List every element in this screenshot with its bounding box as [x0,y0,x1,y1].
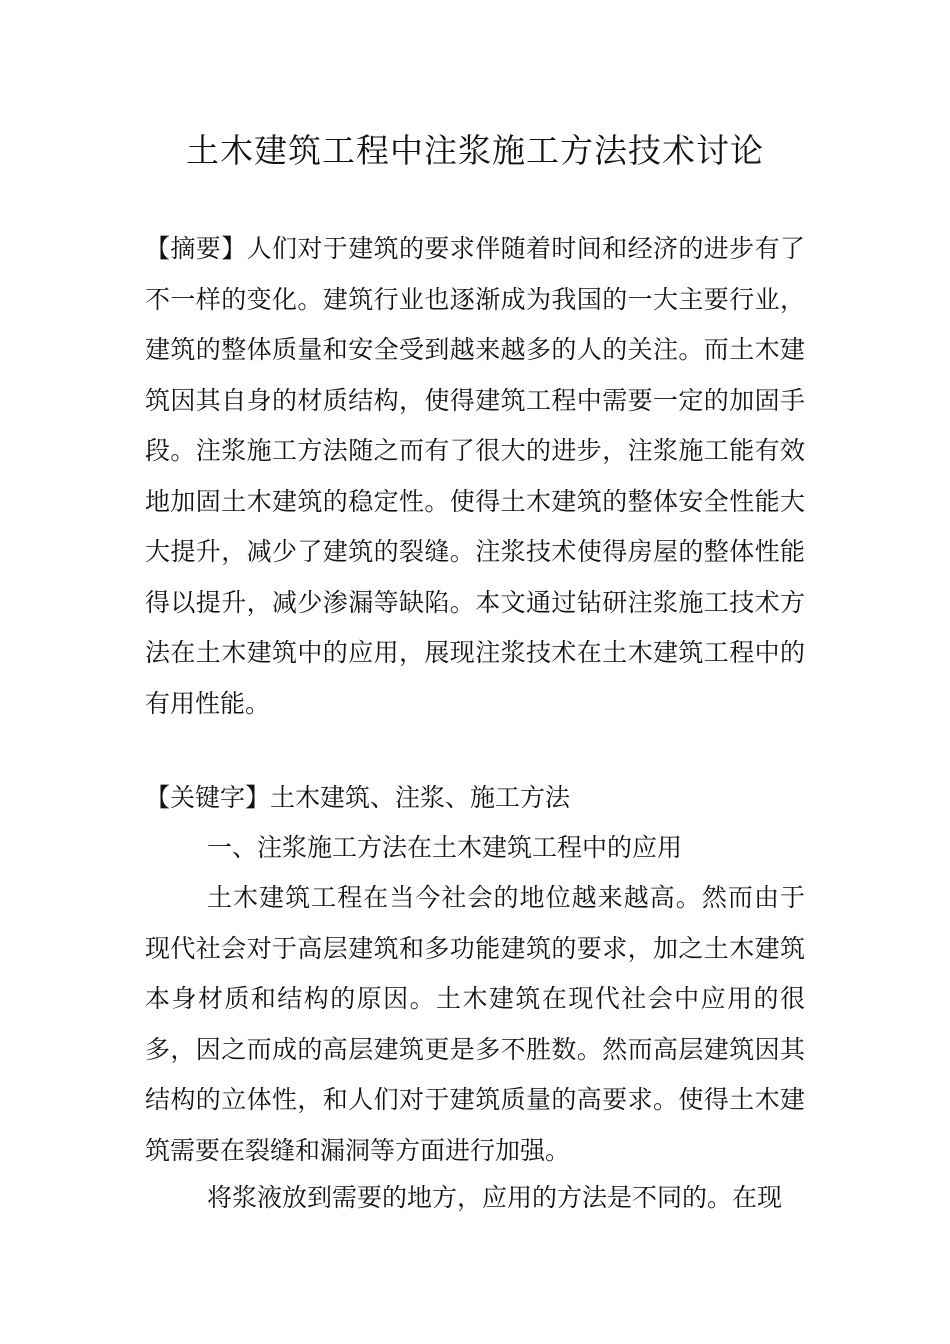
section-heading: 一、注浆施工方法在土木建筑工程中的应用 [207,833,683,862]
body-paragraph: 将浆液放到需要的地方，应用的方法是不同的。在现 [207,1183,783,1212]
keywords-paragraph [145,773,805,824]
abstract-text: 人们对于建筑的要求伴随着时间和经济的进步有了不一样的变化。建筑行业也逐渐成为我国的一大主要行业，建筑的整体质量和安全受到越来越多的人的关注。而土木建筑因其自身的材质结构，使得建筑工程中需要一定的加固手段。注浆施工方法随之而有了很大的进步，注浆施工能有效地加固土木建筑的稳定性。使得土木建筑的整体安全性能大大提升，减少了建筑的裂缝。注浆技术使得房屋的整体性能得以提升，减少渗漏等缺陷。本文通过钻研注浆施工技术方法在土木建筑中的应用，展现注浆技术在土木建筑工程中的有用性能。 [145,234,805,718]
body-paragraph: 土木建筑工程在当今社会的地位越来越高。然而由于现代社会对于高层建筑和多功能建筑的要求，加之土木建筑本身材质和结构的原因。土木建筑在现代社会中应用的很多，因之而成的高层建筑更是多不胜数。然而高层建筑因其结构的立体性，和人们对于建筑质量的高要求。使得土木建筑需要在裂缝和漏洞等方面进行加强。 [145,883,805,1165]
document-title: 土木建筑工程中注浆施工方法技术讨论 [186,131,764,170]
abstract-paragraph [145,224,805,729]
keywords-label: 【关键字】 [145,783,271,812]
keywords-text: 土木建筑、注浆、施工方法 [270,783,571,812]
abstract-label: 【摘要】 [145,234,247,263]
